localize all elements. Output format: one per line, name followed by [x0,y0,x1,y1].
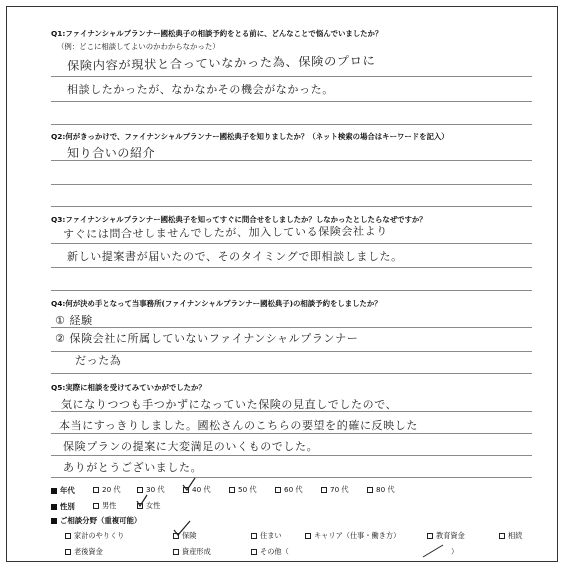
checkbox-icon[interactable] [93,503,99,509]
field-option-retirement[interactable]: 老後資金 [65,547,103,557]
q5-label: Q5:実際に相談を受けてみていかがでしたか？ [51,383,206,392]
age-option-50[interactable]: 50 代 [229,485,257,495]
rule-line [51,101,532,102]
q3-label: Q3:ファイナンシャルプランナー國松典子を知ってすぐに問合せをしましたか？しなかったとしたらなぜですか？ [51,215,427,224]
q5-answer-line: 本当にすっきりしました。國松さんのこちらの要望を的確に反映した [59,419,418,432]
age-option-60[interactable]: 60 代 [275,485,303,495]
field-option-assets[interactable]: 資産形成 [173,547,211,557]
q5-answer-line: 保険プランの提案に大変満足のいくものでした。 [63,440,319,453]
field-option-inheritance[interactable]: 相続 [499,531,522,541]
q3-answer-line: すぐには問合せしませんでしたが、加入している保険会社より [62,224,388,241]
survey-sheet [6,6,558,562]
gender-header [51,501,75,512]
field-option-other[interactable]: その他（ [251,547,289,557]
pen-stroke-icon [421,543,445,559]
rule-line [51,373,532,374]
age-header [51,485,75,496]
rule-line [51,206,532,207]
q1-label: Q1:ファイナンシャルプランナー國松典子の相談予約をとる前に、どんなことで悩んでいましたか？ [51,29,383,38]
age-option-30[interactable]: 30 代 [137,485,165,495]
q1-answer-line: 相談したかったが、なかなかその機会がなかった。 [67,83,334,96]
field-header [51,515,141,526]
check-mark-icon [135,494,149,508]
q4-answer-line: ① 経験 [55,314,93,327]
rule-line [51,76,532,77]
checkbox-icon[interactable] [65,533,71,539]
rule-line [51,455,532,456]
checkbox-icon[interactable] [427,533,433,539]
checkbox-icon[interactable] [65,549,71,555]
bullet-square-icon [51,488,57,494]
gender-option-female[interactable]: 女性 [137,501,160,511]
gender-header-label: 性別 [60,502,75,511]
age-option-80[interactable]: 80 代 [367,485,395,495]
checkbox-icon[interactable] [229,487,235,493]
rule-line [51,267,532,268]
q4-answer-line: だった為 [75,354,122,367]
rule-line [51,327,532,328]
rule-line [51,290,532,291]
rule-line [51,243,532,244]
q1-example: （例：どこに相談してよいのかわからなかった） [57,42,220,51]
bullet-square-icon [51,518,57,524]
rule-line [51,477,532,478]
q4-answer-line: ② 保険会社に所属していないファイナンシャルプランナー [55,332,359,345]
checkbox-icon[interactable] [275,487,281,493]
field-option-career[interactable]: キャリア（仕事・働き方） [305,531,400,541]
check-mark-icon [181,477,197,493]
bullet-square-icon [51,504,57,510]
q5-answer-line: 気になりつつも手つかずになっていた保険の見直しでしたので、 [61,398,398,411]
field-option-household[interactable]: 家計のやりくり [65,531,124,541]
q2-label: Q2:何がきっかけで、ファイナンシャルプランナー國松典子を知りましたか？（ネット検索の場合はキーワードを記入） [51,132,449,141]
checkbox-icon[interactable] [137,487,143,493]
rule-line [51,351,532,352]
age-option-40[interactable]: 40 代 [183,485,211,495]
rule-line [51,184,532,185]
field-header-label: ご相談分野（重複可能） [60,516,142,525]
q1-answer-line: 保険内容が現状と合っていなかった為、保険のプロに [66,53,376,73]
rule-line [51,433,532,434]
q5-answer-line: ありがとうございました。 [63,461,203,474]
checkbox-icon[interactable] [173,549,179,555]
q4-label: Q4:何が決め手となって当事務所(ファイナンシャルプランナー國松典子)の相談予約をしましたか？ [51,299,382,308]
checkbox-icon[interactable] [499,533,505,539]
q2-answer-line: 知り合いの紹介 [67,146,156,160]
checkbox-icon[interactable] [367,487,373,493]
age-option-20[interactable]: 20 代 [93,485,121,495]
checkbox-icon[interactable] [321,487,327,493]
field-option-education[interactable]: 教育資金 [427,531,465,541]
field-other-close-paren: ） [451,547,459,556]
age-option-70[interactable]: 70 代 [321,485,349,495]
gender-option-male[interactable]: 男性 [93,501,116,511]
q3-answer-line: 新しい提案書が届いたので、そのタイミングで即相談しました。 [67,250,403,263]
checkbox-icon[interactable] [93,487,99,493]
check-mark-icon [172,520,192,538]
checkbox-icon[interactable] [251,549,257,555]
rule-line [51,124,532,125]
field-option-housing[interactable]: 住まい [251,531,282,541]
field-option-insurance[interactable]: 保険 [173,531,196,541]
checkbox-icon[interactable] [251,533,257,539]
age-header-label: 年代 [60,486,75,495]
checkbox-icon[interactable] [305,533,311,539]
